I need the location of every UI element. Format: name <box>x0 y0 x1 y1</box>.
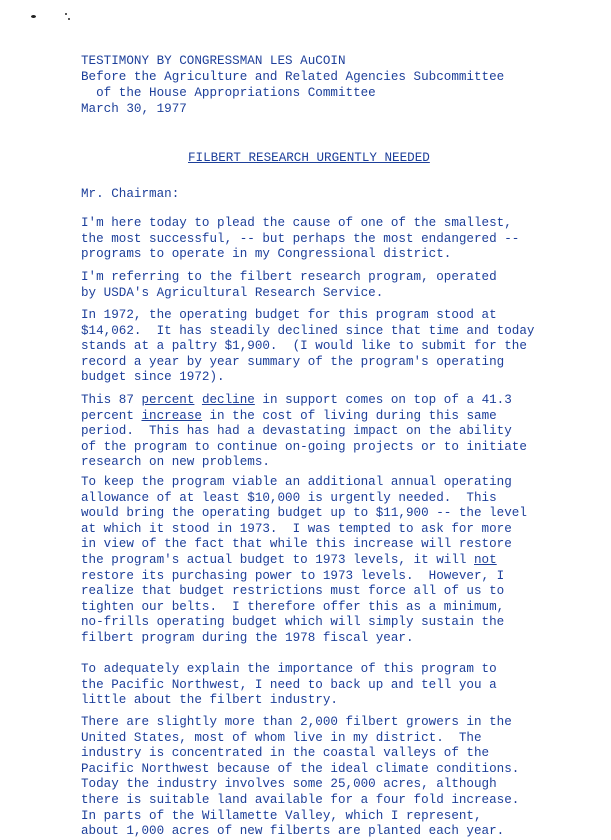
text-run: the program's actual budget to 1973 levels, it will <box>81 552 474 567</box>
paragraph-4 <box>81 393 527 471</box>
text-line: restore its purchasing power to 1973 levels. However, I <box>81 568 505 583</box>
text-line: the Pacific Northwest, I need to back up and tell you a <box>81 677 497 692</box>
text-line: of the program to continue on-going projects or to initiate <box>81 439 527 454</box>
document-title: FILBERT RESEARCH URGENTLY NEEDED <box>188 151 430 165</box>
text-line: at which it stood in 1973. I was tempted to ask for more <box>81 521 512 536</box>
text-line: filbert program during the 1978 fiscal year. <box>81 630 414 645</box>
text-line: would bring the operating budget up to $11,900 -- the level <box>81 506 527 521</box>
text-run <box>194 393 202 407</box>
text-line: there is suitable land available for a four fold increase. <box>81 792 520 807</box>
header-line: of the House Appropriations Committee <box>81 86 376 100</box>
text-line: In 1972, the operating budget for this program stood at <box>81 308 497 322</box>
text-run: This 87 <box>81 393 142 407</box>
underlined-word: decline <box>201 393 255 407</box>
text-line: Today the industry involves some 25,000 acres, although <box>81 777 497 792</box>
text-run: percent <box>81 408 142 423</box>
header-line: Before the Agriculture and Related Agencies Subcommittee <box>81 70 505 84</box>
text-line: programs to operate in my Congressional district. <box>81 247 452 262</box>
text-line: stands at a paltry $1,900. (I would like to submit for the <box>81 339 527 354</box>
text-line: I'm referring to the filbert research program, operated <box>81 270 497 284</box>
text-line: I'm here today to plead the cause of one of the smallest, <box>81 216 512 230</box>
underlined-word: increase <box>141 408 202 423</box>
paragraph-1 <box>81 216 519 263</box>
text-line: United States, most of whom live in my district. The <box>81 730 482 745</box>
text-line: no-frills operating budget which will simply sustain the <box>81 615 505 630</box>
text-line: by USDA's Agricultural Research Service. <box>81 285 384 300</box>
paragraph-6 <box>81 662 497 709</box>
text-run: in the cost of living during this same <box>201 408 497 423</box>
text-line: To adequately explain the importance of this program to <box>81 662 497 676</box>
text-line: allowance of at least $10,000 is urgently needed. This <box>81 490 497 505</box>
header-line: TESTIMONY BY CONGRESSMAN LES AuCOIN <box>81 54 346 68</box>
salutation: Mr. Chairman: <box>81 187 180 201</box>
underlined-word: percent <box>141 393 195 407</box>
text-line: tighten our belts. I therefore offer this as a minimum, <box>81 599 505 614</box>
testimony-header <box>81 53 504 117</box>
ink-speck <box>65 13 67 15</box>
text-line: little about the filbert industry. <box>81 693 338 708</box>
text-line: in view of the fact that while this increase will restore <box>81 537 512 552</box>
text-line: In parts of the Willamette Valley, which I represent, <box>81 808 482 823</box>
text-line: period. This has had a devastating impact on the ability <box>81 424 512 439</box>
text-line: To keep the program viable an additional annual operating <box>81 475 512 489</box>
text-line: record a year by year summary of the program's operating <box>81 354 505 369</box>
text-run: in support comes on top of a 41.3 <box>254 393 512 407</box>
underlined-word: not <box>474 552 497 567</box>
paragraph-7 <box>81 715 519 840</box>
header-date: March 30, 1977 <box>81 102 187 116</box>
paragraph-2 <box>81 270 497 301</box>
paragraph-3 <box>81 308 534 386</box>
paragraph-5 <box>81 475 527 647</box>
text-line: $14,062. It has steadily declined since that time and today <box>81 323 535 338</box>
ink-speck <box>31 15 36 18</box>
text-line: the most successful, -- but perhaps the most endangered -- <box>81 231 520 246</box>
ink-speck <box>68 18 70 20</box>
text-line: realize that budget restrictions must force all of us to <box>81 584 505 599</box>
text-line: industry is concentrated in the coastal valleys of the <box>81 746 490 761</box>
text-line: Pacific Northwest because of the ideal climate conditions. <box>81 761 520 776</box>
text-line: There are slightly more than 2,000 filbert growers in the <box>81 715 512 729</box>
text-line: about 1,000 acres of new filberts are planted each year. <box>81 824 505 839</box>
text-line: budget since 1972). <box>81 370 225 385</box>
text-line: research on new problems. <box>81 455 270 470</box>
